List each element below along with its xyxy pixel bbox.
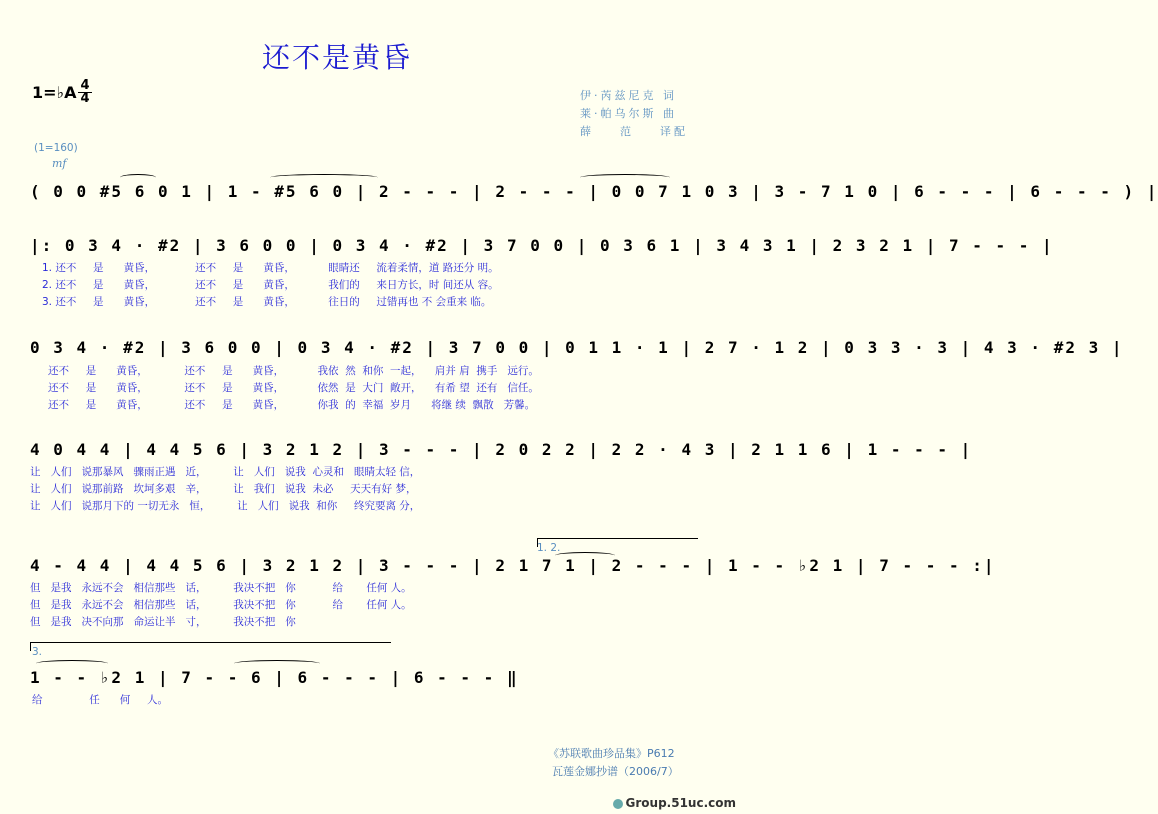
dynamic-mark: mf — [52, 157, 67, 170]
lyric-line: 但 是我 决不向那 命运让半 寸， 我决不把 你 — [30, 616, 296, 628]
logo-icon — [613, 799, 623, 809]
tie-mark — [270, 174, 378, 181]
volta-label: 3. — [32, 646, 43, 658]
volta-label: 1. 2. — [537, 542, 561, 554]
lyric-line: 3. 还不 是 黄昏， 还不 是 黄昏， 往日的 过错再也 不 会重来 临。 — [42, 296, 492, 308]
volta-bracket — [30, 642, 391, 651]
lyric-line: 但 是我 永远不会 相信那些 话， 我决不把 你 给 任何 人。 — [30, 599, 412, 611]
song-title: 还不是黄昏 — [262, 41, 413, 74]
credit-lyricist: 伊·芮兹尼克 词 — [580, 89, 677, 102]
notation-system-1: ( 0 0 #5 6 0 1 | 1 - #5 6 0 | 2 - - - | 2 - - - | 0 0 7 1 0 3 | 3 - 7 1 0 | 6 - - - | 6 - - - ) | — [30, 182, 1158, 201]
credit-translator: 薛 范 译配 — [580, 125, 688, 138]
watermark-logo: Group.51uc.com — [613, 796, 736, 810]
lyric-line: 让 人们 说那月下的 一切无永 恒， 让 人们 说我 和你 终究要离 分， — [30, 500, 421, 512]
time-signature: 4 4 — [78, 80, 92, 105]
lyric-line: 让 人们 说那前路 坎坷多艰 辛， 让 我们 说我 未必 天天有好 梦， — [30, 483, 417, 495]
tempo-mark: (1=160) — [34, 142, 78, 154]
lyric-line: 给 任 何 人。 — [32, 694, 168, 706]
notation-system-3: 0 3 4 · #2 | 3 6 0 0 | 0 3 4 · #2 | 3 7 0 0 | 0 1 1 · 1 | 2 7 · 1 2 | 0 3 3 · 3 | 4 3 · #2 3 | — [30, 338, 1124, 357]
lyric-line: 还不 是 黄昏， 还不 是 黄昏， 依然 是 大门 敞开， 有希 望 还有 信任。 — [48, 382, 539, 394]
lyric-line: 让 人们 说那暴风 骤雨正遇 近， 让 人们 说我 心灵和 眼睛太轻 信， — [30, 466, 421, 478]
transcriber-note: 瓦莲金娜抄谱（2006/7） — [552, 765, 679, 778]
notation-system-5: 4 - 4 4 | 4 4 5 6 | 3 2 1 2 | 3 - - - | 2 1 7 1 | 2 - - - | 1 - - ♭2 1 | 7 - - - :| — [30, 556, 996, 575]
lyric-line: 还不 是 黄昏， 还不 是 黄昏， 我依 然 和你 一起， 肩并 肩 携手 远行。 — [48, 365, 539, 377]
lyric-line: 但 是我 永远不会 相信那些 话， 我决不把 你 给 任何 人。 — [30, 582, 412, 594]
key-signature: 1=♭A — [32, 83, 77, 102]
notation-system-4: 4 0 4 4 | 4 4 5 6 | 3 2 1 2 | 3 - - - | 2 0 2 2 | 2 2 · 4 3 | 2 1 1 6 | 1 - - - | — [30, 440, 973, 459]
volta-bracket — [537, 538, 698, 547]
source-note: 《苏联歌曲珍品集》P612 — [548, 747, 675, 760]
tie-mark — [234, 660, 320, 667]
tie-mark — [120, 174, 156, 181]
lyric-line: 2. 还不 是 黄昏， 还不 是 黄昏， 我们的 来日方长，时 间还从 容。 — [42, 279, 499, 291]
lyric-line: 还不 是 黄昏， 还不 是 黄昏， 你我 的 幸福 岁月 将继 续 飘散 芳馨。 — [48, 399, 536, 411]
lyric-line: 1. 还不 是 黄昏， 还不 是 黄昏， 眼睛还 流着柔情，道 路还分 明。 — [42, 262, 499, 274]
tie-mark — [580, 174, 670, 181]
notation-system-2: |: 0 3 4 · #2 | 3 6 0 0 | 0 3 4 · #2 | 3 7 0 0 | 0 3 6 1 | 3 4 3 1 | 2 3 2 1 | 7 - - - | — [30, 236, 1054, 255]
credit-composer: 莱·帕乌尔斯 曲 — [580, 107, 677, 120]
notation-system-6: 1 - - ♭2 1 | 7 - - 6 | 6 - - - | 6 - - - ‖ — [30, 668, 519, 687]
tie-mark — [36, 660, 108, 667]
